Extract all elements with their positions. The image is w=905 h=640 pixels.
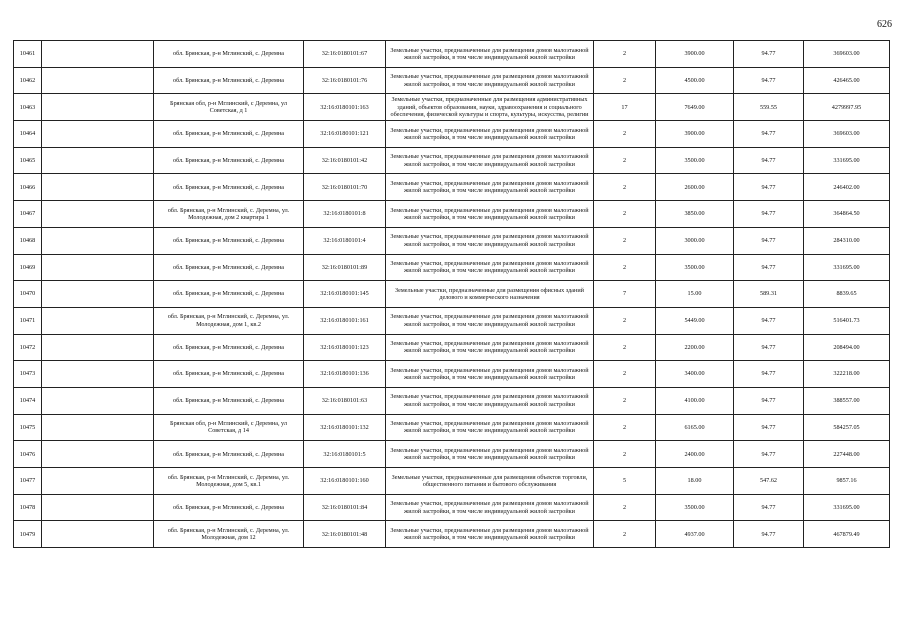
table-row xyxy=(14,361,890,388)
blank-cell xyxy=(42,468,154,495)
table-row xyxy=(14,254,890,281)
area-cell: 3500.00 xyxy=(656,494,734,521)
group-number-cell: 2 xyxy=(594,174,656,201)
rate-cell: 94.77 xyxy=(734,174,804,201)
cadastral-value-cell: 331695.00 xyxy=(804,147,890,174)
cadastral-number-cell: 32:16:0180101:160 xyxy=(304,468,386,495)
address-cell: обл. Брянская, р-н Мглинский, с. Деремна xyxy=(154,227,304,254)
cadastral-value-cell: 4279997.95 xyxy=(804,94,890,121)
cadastral-value-cell: 8839.65 xyxy=(804,281,890,308)
address-cell: Брянская обл, р-н Мглинский, с Деремна, ул Советская, д 1 xyxy=(154,94,304,121)
area-cell: 5449.00 xyxy=(656,307,734,334)
cadastral-value-cell: 516401.73 xyxy=(804,307,890,334)
table-row xyxy=(14,94,890,121)
area-cell: 4500.00 xyxy=(656,67,734,94)
cadastral-value-cell: 369603.00 xyxy=(804,121,890,148)
row-number: 10473 xyxy=(14,361,42,388)
group-number-cell: 2 xyxy=(594,414,656,441)
blank-cell xyxy=(42,281,154,308)
area-cell: 7649.00 xyxy=(656,94,734,121)
rate-cell: 547.62 xyxy=(734,468,804,495)
blank-cell xyxy=(42,94,154,121)
table-row xyxy=(14,174,890,201)
group-number-cell: 2 xyxy=(594,441,656,468)
land-category-cell: Земельные участки, предназначенные для размещения домов малоэтажной жилой застройки, в том числе индивидуальной жилой застройки xyxy=(386,41,594,68)
address-cell: обл. Брянская, р-н Мглинский, с. Деремна xyxy=(154,41,304,68)
table-body xyxy=(14,41,890,548)
row-number: 10469 xyxy=(14,254,42,281)
area-cell: 3900.00 xyxy=(656,121,734,148)
row-number: 10470 xyxy=(14,281,42,308)
area-cell: 18.00 xyxy=(656,468,734,495)
land-category-cell: Земельные участки, предназначенные для размещения офисных зданий делового и коммерческого назначения xyxy=(386,281,594,308)
cadastral-value-cell: 364864.50 xyxy=(804,201,890,228)
blank-cell xyxy=(42,441,154,468)
address-cell: обл. Брянская, р-н Мглинский, с. Деремна, ул. Молодежная, дом 2 квартира 1 xyxy=(154,201,304,228)
table-row xyxy=(14,227,890,254)
cadastral-number-cell: 32:16:0180101:123 xyxy=(304,334,386,361)
rate-cell: 94.77 xyxy=(734,201,804,228)
cadastral-number-cell: 32:16:0180101:8 xyxy=(304,201,386,228)
cadastral-number-cell: 32:16:0180101:161 xyxy=(304,307,386,334)
rate-cell: 94.77 xyxy=(734,414,804,441)
cadastral-value-cell: 322218.00 xyxy=(804,361,890,388)
group-number-cell: 7 xyxy=(594,281,656,308)
rate-cell: 94.77 xyxy=(734,41,804,68)
group-number-cell: 2 xyxy=(594,521,656,548)
row-number: 10478 xyxy=(14,494,42,521)
blank-cell xyxy=(42,494,154,521)
cadastral-value-cell: 331695.00 xyxy=(804,254,890,281)
blank-cell xyxy=(42,521,154,548)
row-number: 10465 xyxy=(14,147,42,174)
cadastral-number-cell: 32:16:0180101:76 xyxy=(304,67,386,94)
group-number-cell: 2 xyxy=(594,361,656,388)
cadastral-value-cell: 227448.00 xyxy=(804,441,890,468)
row-number: 10474 xyxy=(14,387,42,414)
group-number-cell: 2 xyxy=(594,227,656,254)
rate-cell: 94.77 xyxy=(734,521,804,548)
rate-cell: 94.77 xyxy=(734,67,804,94)
cadastral-value-cell: 9857.16 xyxy=(804,468,890,495)
land-category-cell: Земельные участки, предназначенные для размещения домов малоэтажной жилой застройки, в том числе индивидуальной жилой застройки xyxy=(386,67,594,94)
blank-cell xyxy=(42,254,154,281)
land-category-cell: Земельные участки, предназначенные для размещения домов малоэтажной жилой застройки, в том числе индивидуальной жилой застройки xyxy=(386,414,594,441)
area-cell: 4100.00 xyxy=(656,387,734,414)
table-row xyxy=(14,147,890,174)
blank-cell xyxy=(42,147,154,174)
address-cell: Брянская обл, р-н Мглинский, с Деремна, ул Советская, д 14 xyxy=(154,414,304,441)
cadastral-value-cell: 284310.00 xyxy=(804,227,890,254)
row-number: 10477 xyxy=(14,468,42,495)
area-cell: 3400.00 xyxy=(656,361,734,388)
blank-cell xyxy=(42,334,154,361)
row-number: 10471 xyxy=(14,307,42,334)
group-number-cell: 2 xyxy=(594,67,656,94)
group-number-cell: 2 xyxy=(594,334,656,361)
land-category-cell: Земельные участки, предназначенные для размещения домов малоэтажной жилой застройки, в том числе индивидуальной жилой застройки xyxy=(386,387,594,414)
address-cell: обл. Брянская, р-н Мглинский, с. Деремна xyxy=(154,254,304,281)
page-number: 626 xyxy=(877,19,892,30)
cadastral-value-table xyxy=(13,40,890,548)
address-cell: обл. Брянская, р-н Мглинский, с. Деремна, ул. Молодежная, дом 12 xyxy=(154,521,304,548)
cadastral-number-cell: 32:16:0180101:163 xyxy=(304,94,386,121)
blank-cell xyxy=(42,387,154,414)
table-row xyxy=(14,281,890,308)
row-number: 10476 xyxy=(14,441,42,468)
group-number-cell: 2 xyxy=(594,121,656,148)
table-row xyxy=(14,201,890,228)
group-number-cell: 5 xyxy=(594,468,656,495)
land-category-cell: Земельные участки, предназначенные для размещения объектов торговли, общественного питания и бытового обслуживания xyxy=(386,468,594,495)
blank-cell xyxy=(42,307,154,334)
rate-cell: 94.77 xyxy=(734,307,804,334)
row-number: 10466 xyxy=(14,174,42,201)
land-category-cell: Земельные участки, предназначенные для размещения домов малоэтажной жилой застройки, в том числе индивидуальной жилой застройки xyxy=(386,254,594,281)
blank-cell xyxy=(42,41,154,68)
land-category-cell: Земельные участки, предназначенные для размещения домов малоэтажной жилой застройки, в том числе индивидуальной жилой застройки xyxy=(386,361,594,388)
land-category-cell: Земельные участки, предназначенные для размещения домов малоэтажной жилой застройки, в том числе индивидуальной жилой застройки xyxy=(386,201,594,228)
rate-cell: 94.77 xyxy=(734,494,804,521)
blank-cell xyxy=(42,201,154,228)
cadastral-number-cell: 32:16:0180101:48 xyxy=(304,521,386,548)
group-number-cell: 2 xyxy=(594,387,656,414)
area-cell: 3000.00 xyxy=(656,227,734,254)
row-number: 10463 xyxy=(14,94,42,121)
area-cell: 3850.00 xyxy=(656,201,734,228)
rate-cell: 94.77 xyxy=(734,121,804,148)
blank-cell xyxy=(42,361,154,388)
land-category-cell: Земельные участки, предназначенные для размещения домов малоэтажной жилой застройки, в том числе индивидуальной жилой застройки xyxy=(386,307,594,334)
cadastral-value-cell: 388557.00 xyxy=(804,387,890,414)
group-number-cell: 17 xyxy=(594,94,656,121)
group-number-cell: 2 xyxy=(594,494,656,521)
cadastral-number-cell: 32:16:0180101:63 xyxy=(304,387,386,414)
address-cell: обл. Брянская, р-н Мглинский, с. Деремна xyxy=(154,121,304,148)
rate-cell: 94.77 xyxy=(734,441,804,468)
rate-cell: 589.31 xyxy=(734,281,804,308)
cadastral-number-cell: 32:16:0180101:84 xyxy=(304,494,386,521)
row-number: 10462 xyxy=(14,67,42,94)
address-cell: обл. Брянская, р-н Мглинский, с. Деремна xyxy=(154,387,304,414)
address-cell: обл. Брянская, р-н Мглинский, с. Деремна, ул. Молодежная, дом 1, кв.2 xyxy=(154,307,304,334)
table-row xyxy=(14,307,890,334)
group-number-cell: 2 xyxy=(594,201,656,228)
cadastral-number-cell: 32:16:0180101:132 xyxy=(304,414,386,441)
address-cell: обл. Брянская, р-н Мглинский, с. Деремна xyxy=(154,174,304,201)
address-cell: обл. Брянская, р-н Мглинский, с. Деремна xyxy=(154,494,304,521)
table-row xyxy=(14,387,890,414)
blank-cell xyxy=(42,227,154,254)
group-number-cell: 2 xyxy=(594,41,656,68)
land-category-cell: Земельные участки, предназначенные для размещения домов малоэтажной жилой застройки, в том числе индивидуальной жилой застройки xyxy=(386,521,594,548)
cadastral-number-cell: 32:16:0180101:4 xyxy=(304,227,386,254)
land-category-cell: Земельные участки, предназначенные для размещения домов малоэтажной жилой застройки, в том числе индивидуальной жилой застройки xyxy=(386,227,594,254)
area-cell: 2600.00 xyxy=(656,174,734,201)
address-cell: обл. Брянская, р-н Мглинский, с. Деремна xyxy=(154,67,304,94)
group-number-cell: 2 xyxy=(594,147,656,174)
rate-cell: 559.55 xyxy=(734,94,804,121)
blank-cell xyxy=(42,121,154,148)
row-number: 10472 xyxy=(14,334,42,361)
land-category-cell: Земельные участки, предназначенные для размещения домов малоэтажной жилой застройки, в том числе индивидуальной жилой застройки xyxy=(386,174,594,201)
table-row xyxy=(14,494,890,521)
cadastral-number-cell: 32:16:0180101:5 xyxy=(304,441,386,468)
cadastral-number-cell: 32:16:0180101:70 xyxy=(304,174,386,201)
address-cell: обл. Брянская, р-н Мглинский, с. Деремна xyxy=(154,147,304,174)
cadastral-number-cell: 32:16:0180101:145 xyxy=(304,281,386,308)
area-cell: 3900.00 xyxy=(656,41,734,68)
land-category-cell: Земельные участки, предназначенные для размещения домов малоэтажной жилой застройки, в том числе индивидуальной жилой застройки xyxy=(386,334,594,361)
rate-cell: 94.77 xyxy=(734,361,804,388)
cadastral-number-cell: 32:16:0180101:136 xyxy=(304,361,386,388)
rate-cell: 94.77 xyxy=(734,254,804,281)
cadastral-number-cell: 32:16:0180101:121 xyxy=(304,121,386,148)
table-row xyxy=(14,521,890,548)
table-row xyxy=(14,334,890,361)
row-number: 10467 xyxy=(14,201,42,228)
address-cell: обл. Брянская, р-н Мглинский, с. Деремна xyxy=(154,441,304,468)
table-row xyxy=(14,121,890,148)
cadastral-value-cell: 246402.00 xyxy=(804,174,890,201)
cadastral-value-cell: 369603.00 xyxy=(804,41,890,68)
area-cell: 3500.00 xyxy=(656,254,734,281)
area-cell: 6165.00 xyxy=(656,414,734,441)
area-cell: 4937.00 xyxy=(656,521,734,548)
row-number: 10461 xyxy=(14,41,42,68)
area-cell: 2200.00 xyxy=(656,334,734,361)
cadastral-value-cell: 426465.00 xyxy=(804,67,890,94)
table-row xyxy=(14,414,890,441)
area-cell: 15.00 xyxy=(656,281,734,308)
table-row xyxy=(14,441,890,468)
cadastral-value-cell: 467879.49 xyxy=(804,521,890,548)
group-number-cell: 2 xyxy=(594,307,656,334)
blank-cell xyxy=(42,414,154,441)
land-category-cell: Земельные участки, предназначенные для размещения домов малоэтажной жилой застройки, в том числе индивидуальной жилой застройки xyxy=(386,441,594,468)
land-category-cell: Земельные участки, предназначенные для размещения домов малоэтажной жилой застройки, в том числе индивидуальной жилой застройки xyxy=(386,494,594,521)
cadastral-value-cell: 331695.00 xyxy=(804,494,890,521)
cadastral-number-cell: 32:16:0180101:42 xyxy=(304,147,386,174)
row-number: 10464 xyxy=(14,121,42,148)
row-number: 10475 xyxy=(14,414,42,441)
blank-cell xyxy=(42,174,154,201)
row-number: 10468 xyxy=(14,227,42,254)
address-cell: обл. Брянская, р-н Мглинский, с. Деремна xyxy=(154,361,304,388)
table-row xyxy=(14,41,890,68)
address-cell: обл. Брянская, р-н Мглинский, с. Деремна xyxy=(154,334,304,361)
area-cell: 3500.00 xyxy=(656,147,734,174)
table-row xyxy=(14,67,890,94)
address-cell: обл. Брянская, р-н Мглинский, с. Деремна, ул. Молодежная, дом 5, кв.1 xyxy=(154,468,304,495)
cadastral-number-cell: 32:16:0180101:89 xyxy=(304,254,386,281)
land-category-cell: Земельные участки, предназначенные для размещения домов малоэтажной жилой застройки, в том числе индивидуальной жилой застройки xyxy=(386,121,594,148)
land-category-cell: Земельные участки, предназначенные для размещения административных зданий, объектов образования, науки, здравоохранения и социального обеспечения, физической культуры и спорта, культуры, искусства, религии xyxy=(386,94,594,121)
cadastral-value-cell: 208494.00 xyxy=(804,334,890,361)
cadastral-number-cell: 32:16:0180101:67 xyxy=(304,41,386,68)
rate-cell: 94.77 xyxy=(734,227,804,254)
rate-cell: 94.77 xyxy=(734,147,804,174)
cadastral-value-cell: 584257.05 xyxy=(804,414,890,441)
rate-cell: 94.77 xyxy=(734,387,804,414)
land-category-cell: Земельные участки, предназначенные для размещения домов малоэтажной жилой застройки, в том числе индивидуальной жилой застройки xyxy=(386,147,594,174)
area-cell: 2400.00 xyxy=(656,441,734,468)
group-number-cell: 2 xyxy=(594,254,656,281)
blank-cell xyxy=(42,67,154,94)
rate-cell: 94.77 xyxy=(734,334,804,361)
address-cell: обл. Брянская, р-н Мглинский, с. Деремна xyxy=(154,281,304,308)
row-number: 10479 xyxy=(14,521,42,548)
table-row xyxy=(14,468,890,495)
